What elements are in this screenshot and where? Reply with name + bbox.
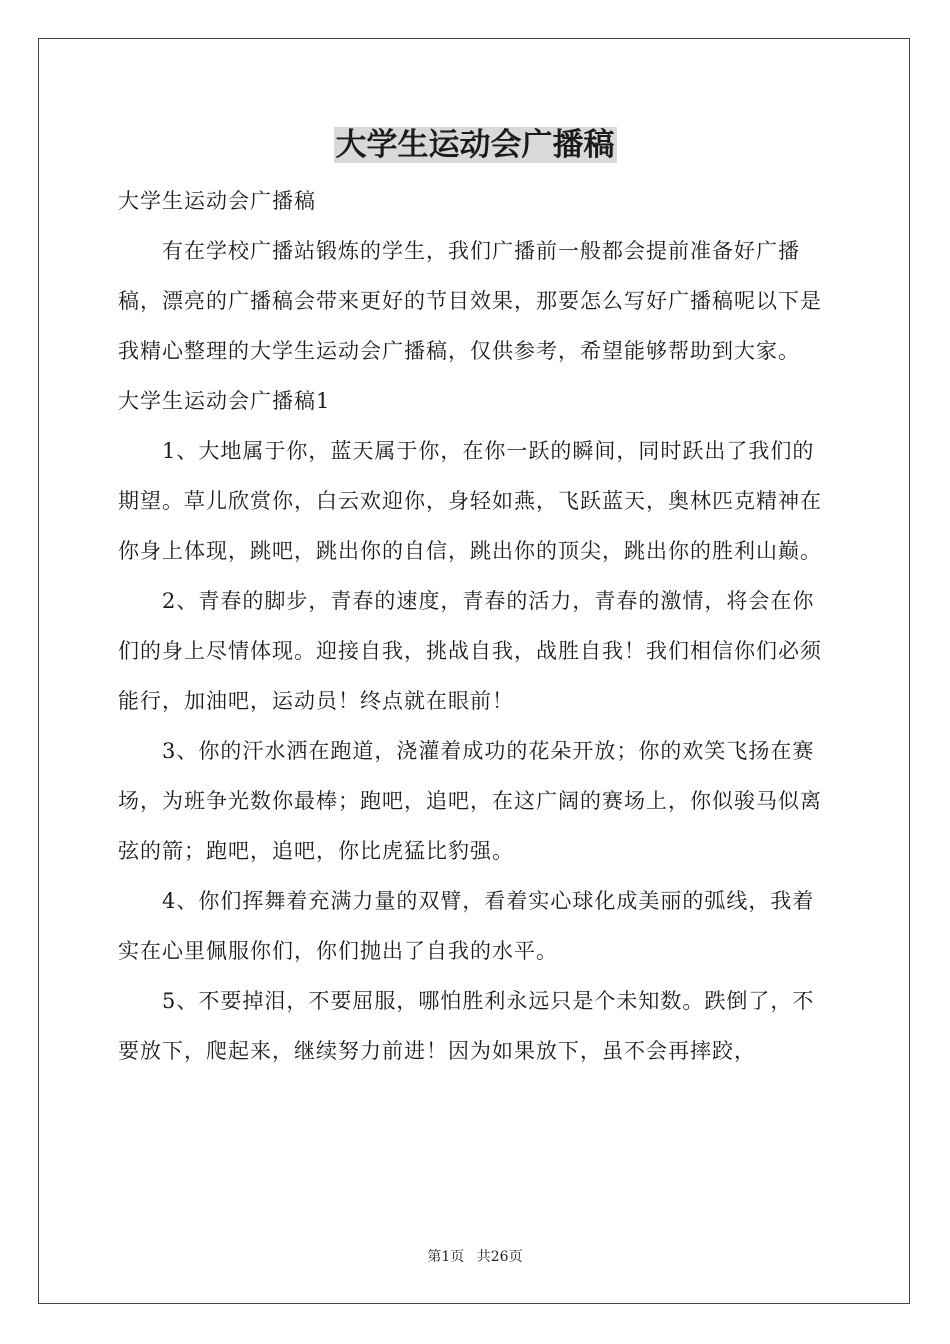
document-body xyxy=(118,176,836,1076)
page-number: 第1页 xyxy=(427,1249,465,1265)
document-subtitle: 大学生运动会广播稿 xyxy=(118,189,316,213)
section-heading: 大学生运动会广播稿1 xyxy=(118,389,331,413)
document-title-text: 大学生运动会广播稿 xyxy=(335,127,615,163)
page-footer xyxy=(0,1248,950,1266)
paragraph-2: 2、青春的脚步，青春的速度，青春的活力，青春的激情，将会在你们的身上尽情体现。迎接自我，挑战自我，战胜自我！我们相信你们必须能行，加油吧，运动员！终点就在眼前！ xyxy=(118,589,822,713)
paragraph-1: 1、大地属于你，蓝天属于你，在你一跃的瞬间，同时跃出了我们的期望。草儿欣赏你，白云欢迎你，身轻如燕，飞跃蓝天，奥林匹克精神在你身上体现，跳吧，跳出你的自信，跳出你的顶尖，跳出你的胜利山巅。 xyxy=(118,439,822,563)
paragraph-4: 4、你们挥舞着充满力量的双臂，看着实心球化成美丽的弧线，我着实在心里佩服你们，你们抛出了自我的水平。 xyxy=(118,889,815,963)
paragraph-5: 5、不要掉泪，不要屈服，哪怕胜利永远只是个未知数。跌倒了，不要放下，爬起来，继续努力前进！因为如果放下，虽不会再摔跤， xyxy=(118,989,815,1063)
total-pages: 共26页 xyxy=(476,1249,523,1265)
document-title xyxy=(0,124,950,166)
paragraph-3: 3、你的汗水洒在跑道，浇灌着成功的花朵开放；你的欢笑飞扬在赛场，为班争光数你最棒；跑吧，追吧，在这广阔的赛场上，你似骏马似离弦的箭；跑吧，追吧，你比虎猛比豹强。 xyxy=(118,739,822,863)
intro-paragraph: 有在学校广播站锻炼的学生，我们广播前一般都会提前准备好广播稿，漂亮的广播稿会带来更好的节目效果，那要怎么写好广播稿呢以下是我精心整理的大学生运动会广播稿，仅供参考，希望能够帮助到大家。 xyxy=(118,239,822,363)
